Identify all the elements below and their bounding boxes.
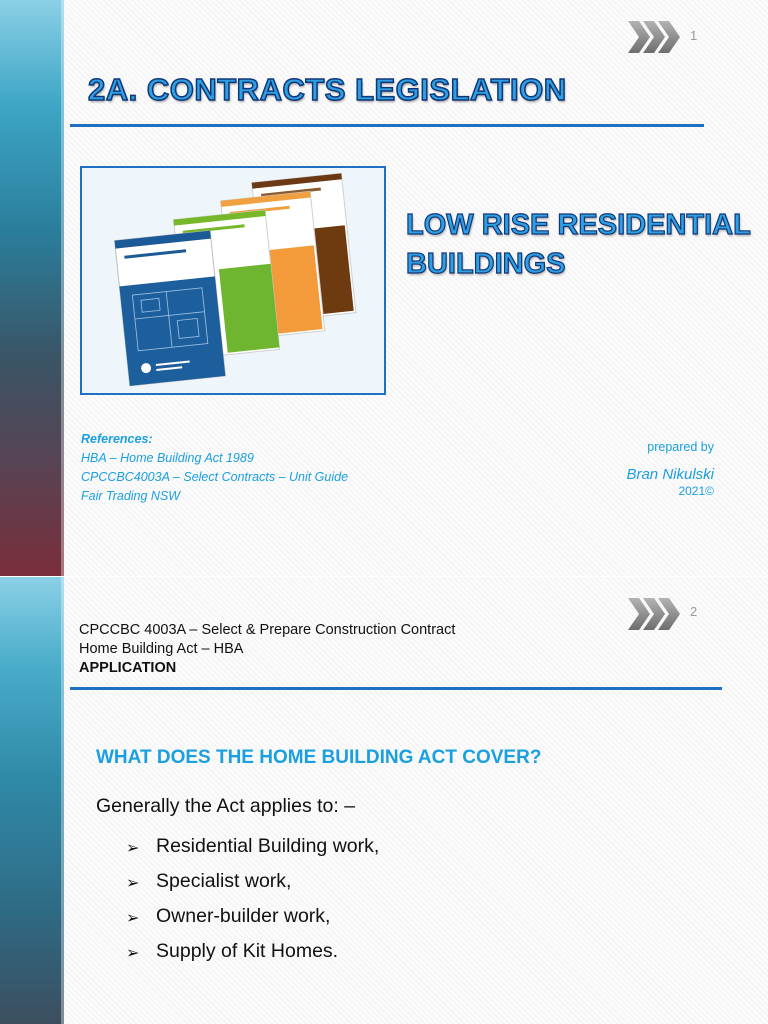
- author-name: Bran Nikulski: [626, 466, 714, 483]
- arrow-bullet-icon: ➢: [126, 945, 140, 962]
- header-line-1: CPCCBC 4003A – Select & Prepare Construction Contract: [79, 622, 456, 638]
- booklets-image: [80, 166, 386, 395]
- references-block: [81, 430, 348, 506]
- header-line-3: APPLICATION: [79, 660, 177, 676]
- page-number: 1: [690, 28, 698, 43]
- reference-item: Fair Trading NSW: [81, 489, 181, 503]
- sidebar-gradient: [0, 577, 64, 1024]
- list-item-text: Supply of Kit Homes.: [156, 940, 339, 962]
- arrow-bullet-icon: ➢: [126, 910, 140, 927]
- list-item: [126, 835, 379, 870]
- copyright-year: 2021©: [678, 484, 714, 498]
- list-item-text: Specialist work,: [156, 870, 292, 892]
- list-item: [126, 905, 379, 940]
- slide-title: 2A. CONTRACTS LEGISLATION: [88, 72, 567, 107]
- list-item-text: Residential Building work,: [156, 835, 380, 857]
- reference-item: CPCCBC4003A – Select Contracts – Unit Guide: [81, 470, 349, 484]
- arrow-bullet-icon: ➢: [126, 840, 140, 857]
- chevrons-right-icon: [626, 18, 682, 56]
- header-line-2: Home Building Act – HBA: [79, 641, 244, 657]
- header-underline: [70, 687, 722, 690]
- subtitle-line-2: BUILDINGS: [406, 248, 566, 280]
- slide-subtitle: [406, 206, 751, 284]
- bullet-list: [126, 835, 379, 975]
- intro-text: Generally the Act applies to: –: [96, 795, 356, 817]
- list-item-text: Owner-builder work,: [156, 905, 331, 927]
- slide-2: [0, 577, 768, 1024]
- prepared-by-label: prepared by: [647, 440, 714, 454]
- list-item: [126, 940, 379, 975]
- references-heading: References:: [81, 432, 153, 446]
- chevrons-right-icon: [626, 595, 682, 633]
- subtitle-line-1: LOW RISE RESIDENTIAL: [406, 209, 751, 241]
- booklets-illustration: [82, 168, 384, 393]
- title-underline: [70, 124, 704, 127]
- prepared-by-block: [626, 440, 714, 498]
- reference-item: HBA – Home Building Act 1989: [81, 451, 254, 465]
- page-number: 2: [690, 604, 698, 619]
- slide-header: [79, 621, 455, 678]
- section-question: WHAT DOES THE HOME BUILDING ACT COVER?: [96, 747, 542, 768]
- arrow-bullet-icon: ➢: [126, 875, 140, 892]
- list-item: [126, 870, 379, 905]
- sidebar-gradient: [0, 0, 64, 576]
